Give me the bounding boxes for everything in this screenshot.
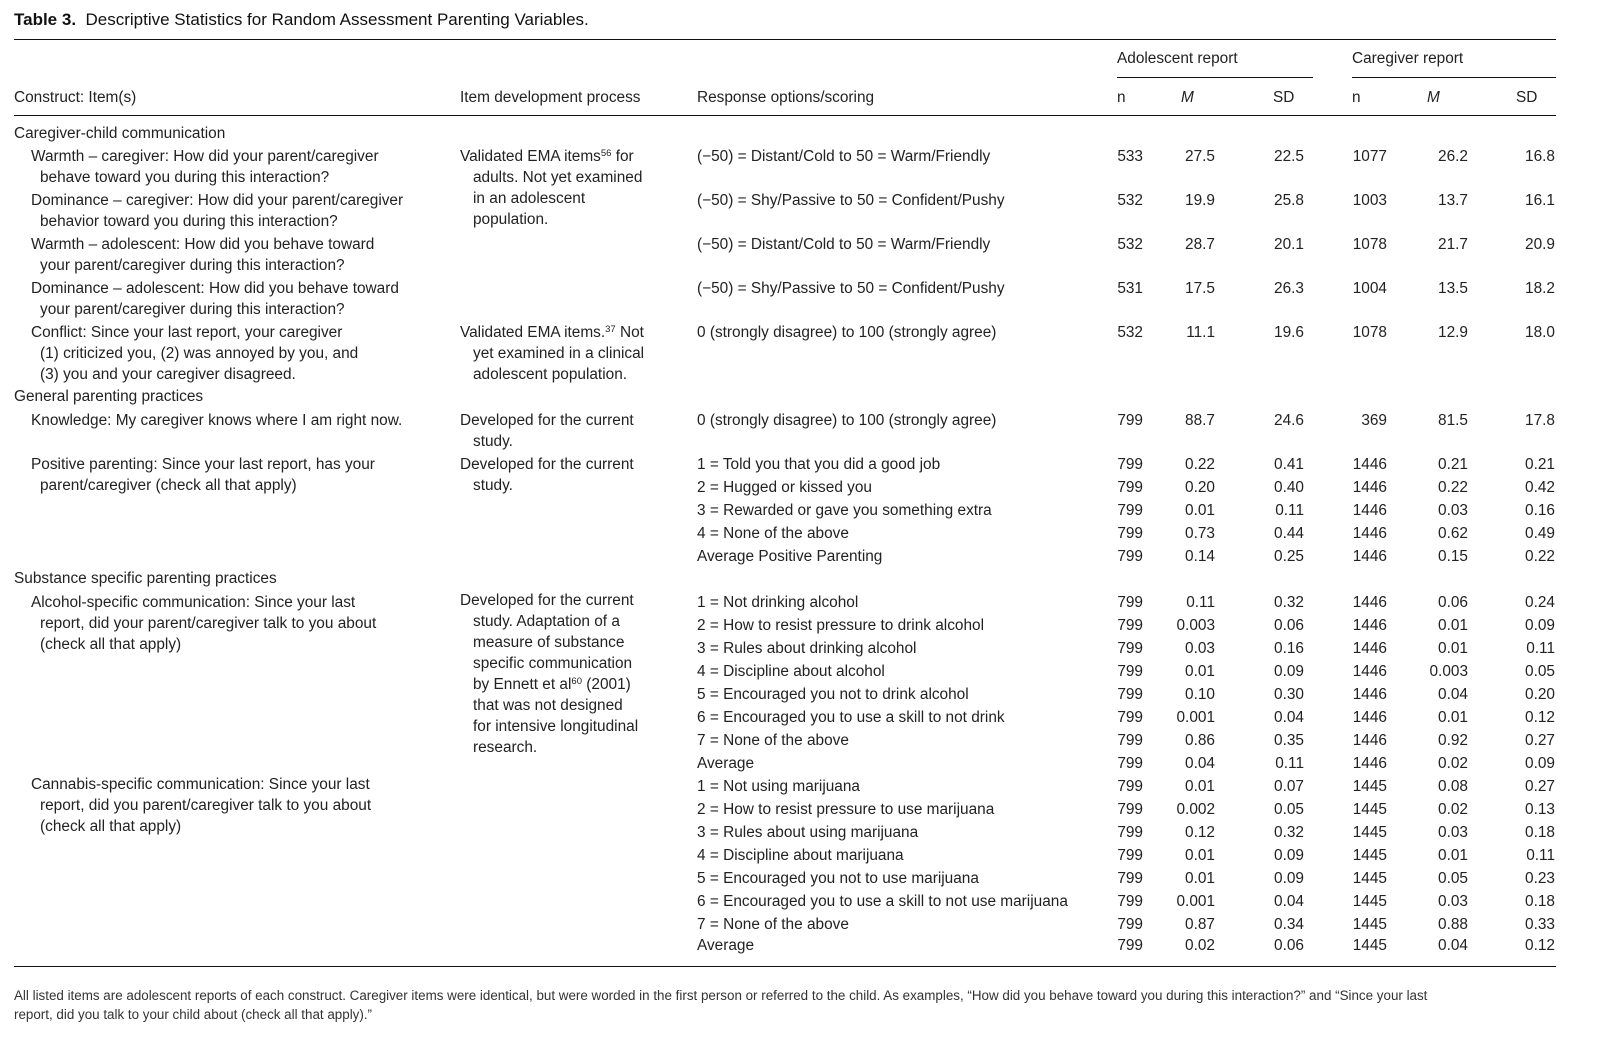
adolescent-report-header: Adolescent report	[1117, 50, 1238, 67]
adolescent-sd-cell: 0.32	[1274, 824, 1304, 841]
adolescent-n-cell: 531	[1117, 280, 1143, 297]
response-option: (−50) = Shy/Passive to 50 = Confident/Pushy	[697, 280, 1005, 297]
adolescent-n-cell: 799	[1117, 525, 1143, 542]
caregiver-sd-cell: 0.24	[1525, 594, 1555, 611]
adolescent-m-cell: 28.7	[1185, 236, 1215, 253]
adolescent-group-rule	[1117, 77, 1313, 78]
caregiver-m-cell: 0.06	[1438, 594, 1468, 611]
response-option: 2 = How to resist pressure to drink alcohol	[697, 617, 984, 634]
adolescent-m-cell: 0.001	[1176, 893, 1215, 910]
response-option: 7 = None of the above	[697, 732, 849, 749]
adolescent-sd-cell: 19.6	[1274, 324, 1304, 341]
response-option: 3 = Rewarded or gave you something extra	[697, 502, 992, 519]
adolescent-m-cell: 0.22	[1185, 456, 1215, 473]
caregiver-sd-cell: 0.18	[1525, 893, 1555, 910]
caregiver-n-cell: 1446	[1352, 594, 1387, 611]
adolescent-sd-cell: 0.05	[1274, 801, 1304, 818]
caregiver-sd-cell: 0.16	[1525, 502, 1555, 519]
development-current-study-substance: Developed for the current study. Adaptation of a measure of substance specific communication by Ennett et $al^{60}$ (2001) that was not designed for intensive longitudinal research.	[460, 592, 639, 756]
adolescent-m-cell: 0.001	[1176, 709, 1215, 726]
adolescent-sd-cell: 0.35	[1274, 732, 1304, 749]
adolescent-n-cell: 799	[1117, 548, 1143, 565]
adolescent-n-cell: 799	[1117, 502, 1143, 519]
caregiver-n-cell: 1445	[1352, 870, 1387, 887]
caregiver-sd-cell: 0.33	[1525, 916, 1555, 933]
adolescent-n-header: n	[1117, 89, 1126, 106]
adolescent-m-cell: 88.7	[1185, 412, 1215, 429]
item-conflict: Conflict: Since your last report, your caregiver (1) criticized you, (2) was annoyed by you, and (3) you and your caregiver disagreed.	[31, 324, 359, 383]
adolescent-sd-cell: 0.04	[1274, 709, 1304, 726]
response-option: Average	[697, 937, 755, 954]
caregiver-m-cell: 12.9	[1438, 324, 1468, 341]
adolescent-n-cell: 799	[1117, 801, 1143, 818]
response-option: (−50) = Shy/Passive to 50 = Confident/Pushy	[697, 192, 1005, 209]
caregiver-sd-cell: 0.12	[1525, 937, 1555, 954]
caregiver-m-cell: 0.01	[1438, 709, 1468, 726]
adolescent-m-cell: 19.9	[1185, 192, 1215, 209]
caregiver-sd-cell: 16.8	[1525, 148, 1555, 165]
response-option: Average	[697, 755, 755, 772]
adolescent-sd-cell: 0.11	[1275, 502, 1304, 519]
caregiver-m-cell: 0.003	[1429, 663, 1468, 680]
adolescent-n-cell: 799	[1117, 870, 1143, 887]
bottom-rule	[14, 966, 1556, 967]
adolescent-sd-cell: 0.04	[1274, 893, 1304, 910]
response-option: 5 = Encouraged you not to drink alcohol	[697, 686, 969, 703]
caregiver-n-cell: 1446	[1352, 640, 1387, 657]
adolescent-sd-cell: 0.06	[1274, 617, 1304, 634]
caregiver-m-cell: 0.05	[1438, 870, 1468, 887]
group-label: Caregiver-child communication	[14, 125, 226, 142]
adolescent-n-cell: 799	[1117, 594, 1143, 611]
response-option: 3 = Rules about drinking alcohol	[697, 640, 917, 657]
caregiver-m-cell: 0.62	[1438, 525, 1468, 542]
adolescent-m-cell: 0.10	[1185, 686, 1215, 703]
development-current-study-positive: Developed for the current study.	[460, 456, 634, 494]
caregiver-m-header: M	[1427, 89, 1440, 106]
caregiver-n-cell: 1004	[1352, 280, 1387, 297]
caregiver-n-cell: 1445	[1352, 801, 1387, 818]
caregiver-sd-cell: 17.8	[1525, 412, 1555, 429]
adolescent-m-cell: 0.01	[1185, 778, 1215, 795]
development-current-study-knowledge: Developed for the current study.	[460, 412, 634, 450]
caregiver-m-cell: 0.15	[1438, 548, 1468, 565]
caregiver-sd-cell: 20.9	[1525, 236, 1555, 253]
caregiver-group-rule	[1352, 77, 1556, 78]
adolescent-m-cell: 0.87	[1185, 916, 1215, 933]
response-option: (−50) = Distant/Cold to 50 = Warm/Friendly	[697, 236, 991, 253]
development-column-header: Item development process	[460, 89, 641, 106]
caregiver-sd-cell: 0.12	[1525, 709, 1555, 726]
group-label: Substance specific parenting practices	[14, 570, 277, 587]
adolescent-sd-cell: 0.09	[1274, 847, 1304, 864]
adolescent-m-cell: 0.01	[1185, 663, 1215, 680]
adolescent-m-cell: 0.20	[1185, 479, 1215, 496]
adolescent-n-cell: 799	[1117, 732, 1143, 749]
adolescent-m-cell: 0.73	[1185, 525, 1215, 542]
adolescent-n-cell: 799	[1117, 663, 1143, 680]
caregiver-sd-cell: 0.05	[1525, 663, 1555, 680]
header-rule	[14, 115, 1556, 116]
adolescent-sd-cell: 0.06	[1274, 937, 1304, 954]
response-option: 4 = None of the above	[697, 525, 849, 542]
response-option: 6 = Encouraged you to use a skill to not use marijuana	[697, 893, 1068, 910]
adolescent-sd-cell: 0.30	[1274, 686, 1304, 703]
top-rule	[14, 39, 1556, 40]
item-warmth-caregiver: Warmth – caregiver: How did your parent/caregiver behave toward you during this interaction?	[31, 148, 379, 186]
caregiver-n-cell: 1446	[1352, 617, 1387, 634]
caregiver-sd-cell: 0.23	[1525, 870, 1555, 887]
caregiver-sd-cell: 0.11	[1526, 847, 1555, 864]
adolescent-sd-header: SD	[1273, 89, 1295, 106]
adolescent-m-cell: 0.01	[1185, 502, 1215, 519]
group-label: General parenting practices	[14, 388, 204, 405]
caregiver-m-cell: 0.02	[1438, 801, 1468, 818]
caregiver-sd-cell: 0.18	[1525, 824, 1555, 841]
adolescent-m-cell: 0.86	[1185, 732, 1215, 749]
caregiver-n-cell: 1445	[1352, 916, 1387, 933]
caregiver-m-cell: 0.01	[1438, 640, 1468, 657]
item-warmth-adolescent: Warmth – adolescent: How did you behave toward your parent/caregiver during this interaction?	[31, 236, 375, 274]
adolescent-sd-cell: 0.16	[1274, 640, 1304, 657]
table-title: Descriptive Statistics for Random Assessment Parenting Variables.	[85, 10, 589, 29]
caregiver-n-cell: 1078	[1352, 324, 1387, 341]
adolescent-n-cell: 799	[1117, 893, 1143, 910]
development-validated-ema-clinical: Validated EMA items.$^{37}$ Not yet examined in a clinical adolescent population.	[460, 324, 645, 383]
response-option: 1 = Not using marijuana	[697, 778, 860, 795]
response-option: Average Positive Parenting	[697, 548, 883, 565]
response-option: 0 (strongly disagree) to 100 (strongly agree)	[697, 412, 997, 429]
table-label: Table 3.	[14, 10, 77, 29]
adolescent-n-cell: 799	[1117, 778, 1143, 795]
adolescent-n-cell: 799	[1117, 617, 1143, 634]
caregiver-m-cell: 21.7	[1438, 236, 1468, 253]
adolescent-sd-cell: 22.5	[1274, 148, 1304, 165]
adolescent-n-cell: 532	[1117, 192, 1143, 209]
caregiver-n-cell: 1445	[1352, 824, 1387, 841]
adolescent-sd-cell: 0.41	[1274, 456, 1304, 473]
caregiver-n-cell: 1446	[1352, 686, 1387, 703]
item-positive-parenting: Positive parenting: Since your last report, has your parent/caregiver (check all that apply)	[31, 456, 375, 494]
caregiver-n-cell: 1446	[1352, 548, 1387, 565]
caregiver-m-cell: 0.01	[1438, 847, 1468, 864]
caregiver-m-cell: 0.04	[1438, 686, 1468, 703]
response-option: 7 = None of the above	[697, 916, 849, 933]
adolescent-n-cell: 799	[1117, 412, 1143, 429]
adolescent-sd-cell: 0.32	[1274, 594, 1304, 611]
adolescent-n-cell: 532	[1117, 324, 1143, 341]
caregiver-n-cell: 1446	[1352, 479, 1387, 496]
response-option: 6 = Encouraged you to use a skill to not drink	[697, 709, 1005, 726]
caregiver-m-cell: 0.92	[1438, 732, 1468, 749]
item-dominance-adolescent: Dominance – adolescent: How did you behave toward your parent/caregiver during this interaction?	[31, 280, 399, 318]
caregiver-m-cell: 0.03	[1438, 824, 1468, 841]
caregiver-n-cell: 1446	[1352, 456, 1387, 473]
caregiver-n-cell: 1077	[1352, 148, 1387, 165]
adolescent-sd-cell: 0.09	[1274, 870, 1304, 887]
caregiver-n-cell: 1446	[1352, 732, 1387, 749]
caregiver-m-cell: 0.88	[1438, 916, 1468, 933]
adolescent-m-cell: 0.03	[1185, 640, 1215, 657]
response-option: (−50) = Distant/Cold to 50 = Warm/Friendly	[697, 148, 991, 165]
adolescent-m-cell: 0.01	[1185, 870, 1215, 887]
response-option: 4 = Discipline about alcohol	[697, 663, 885, 680]
caregiver-sd-header: SD	[1516, 89, 1538, 106]
response-column-header: Response options/scoring	[697, 89, 875, 106]
caregiver-m-cell: 0.02	[1438, 755, 1468, 772]
adolescent-n-cell: 532	[1117, 236, 1143, 253]
adolescent-m-header: M	[1181, 89, 1194, 106]
adolescent-n-cell: 799	[1117, 824, 1143, 841]
caregiver-m-cell: 0.03	[1438, 502, 1468, 519]
adolescent-sd-cell: 0.11	[1275, 755, 1304, 772]
adolescent-m-cell: 0.002	[1176, 801, 1215, 818]
adolescent-sd-cell: 0.44	[1274, 525, 1304, 542]
adolescent-m-cell: 0.003	[1176, 617, 1215, 634]
table-caption	[14, 9, 589, 30]
caregiver-sd-cell: 18.0	[1525, 324, 1555, 341]
adolescent-sd-cell: 0.09	[1274, 663, 1304, 680]
adolescent-n-cell: 799	[1117, 755, 1143, 772]
caregiver-m-cell: 0.21	[1438, 456, 1468, 473]
caregiver-n-cell: 1445	[1352, 937, 1387, 954]
caregiver-n-cell: 1446	[1352, 663, 1387, 680]
caregiver-sd-cell: 0.21	[1525, 456, 1555, 473]
construct-column-header: Construct: Item(s)	[14, 89, 137, 106]
adolescent-sd-cell: 0.07	[1274, 778, 1304, 795]
response-option: 2 = How to resist pressure to use marijuana	[697, 801, 995, 818]
adolescent-m-cell: 17.5	[1185, 280, 1215, 297]
caregiver-sd-cell: 18.2	[1525, 280, 1555, 297]
response-option: 0 (strongly disagree) to 100 (strongly agree)	[697, 324, 997, 341]
caregiver-m-cell: 26.2	[1438, 148, 1468, 165]
caregiver-m-cell: 0.04	[1438, 937, 1468, 954]
caregiver-sd-cell: 0.42	[1525, 479, 1555, 496]
response-option: 5 = Encouraged you not to use marijuana	[697, 870, 979, 887]
item-dominance-caregiver: Dominance – caregiver: How did your parent/caregiver behavior toward you during this interaction?	[31, 192, 404, 230]
caregiver-m-cell: 0.01	[1438, 617, 1468, 634]
caregiver-n-cell: 1445	[1352, 847, 1387, 864]
caregiver-sd-cell: 0.22	[1525, 548, 1555, 565]
caregiver-m-cell: 81.5	[1438, 412, 1468, 429]
development-validated-ema-adults: Validated EMA items$^{56}$ for adults. Not yet examined in an adolescent population.	[460, 148, 643, 228]
caregiver-m-cell: 0.22	[1438, 479, 1468, 496]
caregiver-m-cell: 0.03	[1438, 893, 1468, 910]
response-option: 4 = Discipline about marijuana	[697, 847, 904, 864]
caregiver-n-cell: 1003	[1352, 192, 1387, 209]
caregiver-sd-cell: 16.1	[1525, 192, 1555, 209]
adolescent-n-cell: 799	[1117, 479, 1143, 496]
adolescent-n-cell: 799	[1117, 847, 1143, 864]
adolescent-n-cell: 533	[1117, 148, 1143, 165]
adolescent-m-cell: 0.14	[1185, 548, 1215, 565]
caregiver-n-cell: 1445	[1352, 893, 1387, 910]
caregiver-m-cell: 13.7	[1438, 192, 1468, 209]
adolescent-n-cell: 799	[1117, 709, 1143, 726]
caregiver-n-cell: 1445	[1352, 778, 1387, 795]
adolescent-n-cell: 799	[1117, 937, 1143, 954]
adolescent-sd-cell: 0.34	[1274, 916, 1304, 933]
adolescent-sd-cell: 26.3	[1274, 280, 1304, 297]
caregiver-n-cell: 1446	[1352, 525, 1387, 542]
adolescent-sd-cell: 24.6	[1274, 412, 1304, 429]
adolescent-n-cell: 799	[1117, 916, 1143, 933]
adolescent-m-cell: 0.01	[1185, 847, 1215, 864]
caregiver-sd-cell: 0.11	[1526, 640, 1555, 657]
table-footnote: All listed items are adolescent reports of each construct. Caregiver items were identical, but were worded in the first person or referred to the child. As examples, “How did you behave toward you during this interaction?” and “Since your last report, did you talk to your child about (check all that apply).”	[14, 988, 1428, 1022]
caregiver-report-header: Caregiver report	[1352, 50, 1464, 67]
caregiver-m-cell: 0.08	[1438, 778, 1468, 795]
adolescent-n-cell: 799	[1117, 640, 1143, 657]
caregiver-sd-cell: 0.27	[1525, 778, 1555, 795]
response-option: 2 = Hugged or kissed you	[697, 479, 872, 496]
adolescent-m-cell: 0.12	[1185, 824, 1215, 841]
item-cannabis-communication: Cannabis-specific communication: Since your last report, did you parent/caregiver talk to you about (check all that apply)	[31, 776, 372, 835]
response-option: 1 = Told you that you did a good job	[697, 456, 941, 473]
response-option: 3 = Rules about using marijuana	[697, 824, 919, 841]
caregiver-n-cell: 1446	[1352, 502, 1387, 519]
caregiver-sd-cell: 0.09	[1525, 617, 1555, 634]
caregiver-n-cell: 1078	[1352, 236, 1387, 253]
item-alcohol-communication: Alcohol-specific communication: Since your last report, did your parent/caregiver talk to you about (check all that apply)	[31, 594, 377, 653]
adolescent-m-cell: 0.11	[1186, 594, 1215, 611]
caregiver-m-cell: 13.5	[1438, 280, 1468, 297]
adolescent-m-cell: 0.04	[1185, 755, 1215, 772]
caregiver-sd-cell: 0.13	[1525, 801, 1555, 818]
adolescent-m-cell: 27.5	[1185, 148, 1215, 165]
caregiver-n-cell: 369	[1361, 412, 1387, 429]
response-option: 1 = Not drinking alcohol	[697, 594, 859, 611]
caregiver-n-cell: 1446	[1352, 709, 1387, 726]
adolescent-m-cell: 11.1	[1186, 324, 1215, 341]
adolescent-sd-cell: 0.40	[1274, 479, 1304, 496]
item-knowledge: Knowledge: My caregiver knows where I am right now.	[31, 412, 403, 429]
adolescent-sd-cell: 0.25	[1274, 548, 1304, 565]
adolescent-sd-cell: 25.8	[1274, 192, 1304, 209]
adolescent-sd-cell: 20.1	[1274, 236, 1304, 253]
caregiver-sd-cell: 0.09	[1525, 755, 1555, 772]
caregiver-sd-cell: 0.20	[1525, 686, 1555, 703]
caregiver-sd-cell: 0.27	[1525, 732, 1555, 749]
adolescent-n-cell: 799	[1117, 456, 1143, 473]
adolescent-n-cell: 799	[1117, 686, 1143, 703]
caregiver-n-header: n	[1352, 89, 1361, 106]
caregiver-sd-cell: 0.49	[1525, 525, 1555, 542]
caregiver-n-cell: 1446	[1352, 755, 1387, 772]
adolescent-m-cell: 0.02	[1185, 937, 1215, 954]
